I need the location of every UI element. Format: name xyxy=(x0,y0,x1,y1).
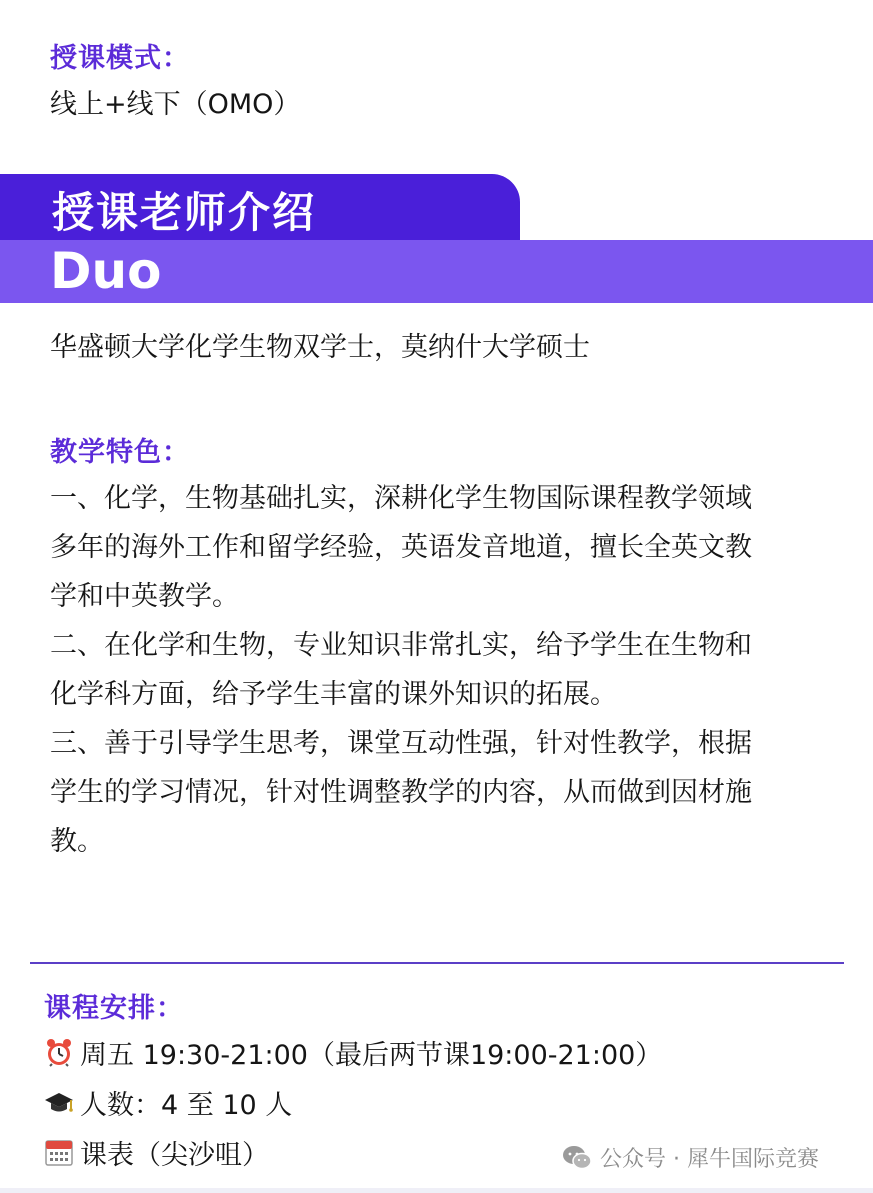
watermark-text: 公众号 · 犀牛国际竞赛 xyxy=(600,1147,819,1172)
calendar-icon xyxy=(44,1137,74,1167)
features-label: 教学特色： xyxy=(50,437,190,468)
features-line: 多年的海外工作和留学经验，英语发音地道，擅长全英文教 xyxy=(50,532,752,563)
schedule-size-row xyxy=(44,1082,292,1122)
features-line: 化学科方面，给予学生丰富的课外知识的拓展。 xyxy=(50,679,617,710)
schedule-time: 周五 19:30-21:00（最后两节课19:00-21:00） xyxy=(80,1039,663,1071)
section-divider xyxy=(30,962,844,964)
features-line: 学和中英教学。 xyxy=(50,581,239,612)
watermark xyxy=(562,1142,819,1173)
schedule-timetable: 课表（尖沙咀） xyxy=(80,1139,269,1171)
mode-label: 授课模式： xyxy=(50,43,190,74)
schedule-timetable-row xyxy=(44,1132,269,1172)
teacher-name: Duo xyxy=(50,242,162,300)
teacher-credentials: 华盛顿大学化学生物双学士，莫纳什大学硕士 xyxy=(50,332,590,363)
teacher-section-title: 授课老师介绍 xyxy=(52,188,317,237)
graduation-cap-icon xyxy=(44,1087,74,1117)
mode-value: 线上+线下（OMO） xyxy=(50,89,301,120)
alarm-clock-icon xyxy=(44,1037,74,1067)
schedule-class-size: 人数：4 至 10 人 xyxy=(80,1089,293,1121)
schedule-label: 课程安排： xyxy=(44,993,184,1024)
footer-strip xyxy=(0,1188,873,1193)
features-text xyxy=(50,474,752,866)
features-line: 学生的学习情况，针对性调整教学的内容，从而做到因材施 xyxy=(50,777,752,808)
features-line: 教。 xyxy=(50,826,104,857)
wechat-icon xyxy=(562,1145,592,1171)
schedule-time-row xyxy=(44,1032,662,1072)
features-line: 二、在化学和生物，专业知识非常扎实，给予学生在生物和 xyxy=(50,630,752,661)
features-line: 一、化学，生物基础扎实，深耕化学生物国际课程教学领域 xyxy=(50,483,752,514)
features-line: 三、善于引导学生思考，课堂互动性强，针对性教学，根据 xyxy=(50,728,752,759)
